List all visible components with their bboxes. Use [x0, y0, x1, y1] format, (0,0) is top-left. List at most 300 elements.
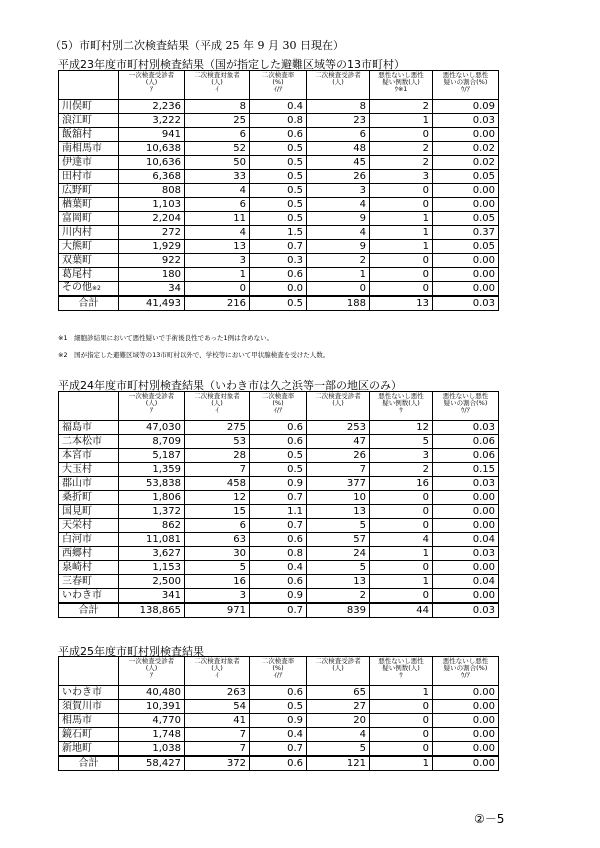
- value-cell: 0.00: [433, 589, 499, 604]
- column-header-line2: (人): [332, 664, 344, 672]
- value-cell: 0.05: [433, 240, 499, 254]
- value-cell: 65: [307, 686, 370, 700]
- value-cell: 1: [370, 240, 433, 254]
- value-cell: 0.7: [250, 742, 307, 757]
- total-value-cell: 188: [307, 296, 370, 311]
- value-cell: 4: [185, 184, 250, 198]
- value-cell: 341: [119, 589, 185, 604]
- table-row: [59, 268, 499, 282]
- column-header: [250, 71, 307, 100]
- column-header-line3: ｳ/ｱ: [461, 85, 470, 93]
- value-cell: 1,103: [119, 198, 185, 212]
- total-value-cell: 971: [185, 603, 250, 618]
- municipality-name: 葛尾村: [62, 268, 92, 280]
- value-cell: 1: [370, 547, 433, 561]
- value-cell: 0: [370, 505, 433, 519]
- value-cell: 1,929: [119, 240, 185, 254]
- table-row: [59, 184, 499, 198]
- section-2-table: [58, 391, 499, 618]
- municipality-name: 伊達市: [62, 156, 92, 168]
- table-row: [59, 728, 499, 742]
- column-header-line2: (人): [211, 399, 223, 407]
- value-cell: 3,222: [119, 114, 185, 128]
- table-row: [59, 100, 499, 114]
- header-blank-cell: [59, 71, 119, 100]
- column-header-line1: 二次検査率: [261, 71, 295, 79]
- value-cell: 1: [370, 114, 433, 128]
- value-cell: 4: [370, 533, 433, 547]
- value-cell: 1,748: [119, 728, 185, 742]
- value-cell: 0: [370, 184, 433, 198]
- value-cell: 5: [185, 561, 250, 575]
- value-cell: 0.00: [433, 561, 499, 575]
- value-cell: 41: [185, 714, 250, 728]
- table-row: [59, 128, 499, 142]
- value-cell: 0.6: [250, 128, 307, 142]
- value-cell: 16: [185, 575, 250, 589]
- section-1-table: [58, 70, 499, 311]
- column-header-line1: 一次検査受診者: [128, 392, 175, 400]
- total-value-cell: 0.5: [250, 296, 307, 311]
- value-cell: 1,038: [119, 742, 185, 757]
- table-row: [59, 463, 499, 477]
- header-blank-cell: [59, 657, 119, 686]
- value-cell: 0.37: [433, 226, 499, 240]
- municipality-cell: [59, 700, 119, 714]
- value-cell: 2,500: [119, 575, 185, 589]
- total-value-cell: 0.03: [433, 603, 499, 618]
- value-cell: 6: [185, 128, 250, 142]
- column-header-line2: (人): [211, 78, 223, 86]
- section-3-title: 平成25年度市町村別検査結果: [58, 645, 204, 658]
- table-row: [59, 742, 499, 757]
- municipality-cell: [59, 686, 119, 700]
- total-value-cell: 0.7: [250, 603, 307, 618]
- value-cell: 0.7: [250, 491, 307, 505]
- value-cell: 4: [307, 226, 370, 240]
- value-cell: 57: [307, 533, 370, 547]
- table-row: [59, 547, 499, 561]
- value-cell: 0.5: [250, 184, 307, 198]
- value-cell: 377: [307, 477, 370, 491]
- column-header-line1: 二次検査率: [261, 392, 295, 400]
- column-header-line1: 二次検査率: [261, 657, 295, 665]
- table-row: [59, 435, 499, 449]
- municipality-name: 楢葉町: [62, 198, 92, 210]
- value-cell: 922: [119, 254, 185, 268]
- value-cell: 0: [370, 519, 433, 533]
- value-cell: 0.6: [250, 686, 307, 700]
- value-cell: 2: [307, 254, 370, 268]
- value-cell: 13: [307, 505, 370, 519]
- column-header: [185, 657, 250, 686]
- column-header-line2: 疑い例数(人): [382, 664, 420, 672]
- value-cell: 0.04: [433, 533, 499, 547]
- table-row: [59, 575, 499, 589]
- value-cell: 54: [185, 700, 250, 714]
- column-header-line3: ｱ: [149, 671, 154, 679]
- municipality-cell: [59, 128, 119, 142]
- column-header: [119, 71, 185, 100]
- value-cell: 0.5: [250, 212, 307, 226]
- footnote-2: ※2 国が指定した避難区域等の13市町村以外で、学校等において甲状腺検査を受けた人数。: [58, 351, 330, 359]
- table-row: [59, 226, 499, 240]
- value-cell: 0.05: [433, 170, 499, 184]
- value-cell: 0.5: [250, 700, 307, 714]
- total-value-cell: 0.6: [250, 756, 307, 771]
- municipality-name: 二本松市: [62, 435, 102, 447]
- value-cell: 53,838: [119, 477, 185, 491]
- table-row: [59, 212, 499, 226]
- value-cell: 0: [370, 728, 433, 742]
- municipality-name: 須賀川市: [62, 700, 102, 712]
- municipality-cell: [59, 226, 119, 240]
- table-header-row: [59, 657, 499, 686]
- value-cell: 10: [307, 491, 370, 505]
- value-cell: 34: [119, 282, 185, 297]
- municipality-cell: [59, 742, 119, 757]
- municipality-name: 浪江町: [62, 114, 92, 126]
- column-header-line2: 疑い例数(人): [382, 78, 420, 86]
- table-row: [59, 491, 499, 505]
- value-cell: 20: [307, 714, 370, 728]
- table-row: [59, 198, 499, 212]
- value-cell: 0.6: [250, 268, 307, 282]
- page-number: ②－5: [474, 812, 505, 826]
- table-row: [59, 589, 499, 604]
- value-cell: 0.5: [250, 142, 307, 156]
- value-cell: 0.03: [433, 477, 499, 491]
- total-value-cell: 372: [185, 756, 250, 771]
- value-cell: 272: [119, 226, 185, 240]
- column-header-line2: (人): [332, 399, 344, 407]
- value-cell: 0.00: [433, 184, 499, 198]
- column-header-line2: 疑いの割合(%): [443, 78, 488, 86]
- value-cell: 13: [185, 240, 250, 254]
- value-cell: 24: [307, 547, 370, 561]
- value-cell: 10,638: [119, 142, 185, 156]
- column-header-line3: ｲ: [215, 85, 219, 93]
- municipality-name: 天栄村: [62, 519, 92, 531]
- header-blank-cell: [59, 392, 119, 421]
- municipality-cell: [59, 714, 119, 728]
- column-header: [370, 392, 433, 421]
- column-header-line1: 一次検査受診者: [128, 71, 175, 79]
- value-cell: 5: [307, 519, 370, 533]
- value-cell: 0.00: [433, 700, 499, 714]
- column-header: [250, 392, 307, 421]
- value-cell: 0: [307, 282, 370, 297]
- column-header: [307, 657, 370, 686]
- municipality-cell: [59, 156, 119, 170]
- column-header: [185, 392, 250, 421]
- value-cell: 28: [185, 449, 250, 463]
- value-cell: 941: [119, 128, 185, 142]
- column-header: [119, 657, 185, 686]
- value-cell: 4: [307, 728, 370, 742]
- municipality-cell: [59, 421, 119, 435]
- page-heading: （5）市町村別二次検査結果（平成 25 年 9 月 30 日現在）: [50, 39, 344, 52]
- municipality-cell: [59, 533, 119, 547]
- value-cell: 0.15: [433, 463, 499, 477]
- value-cell: 0.00: [433, 491, 499, 505]
- value-cell: 0: [370, 254, 433, 268]
- value-cell: 0.4: [250, 728, 307, 742]
- value-cell: 23: [307, 114, 370, 128]
- total-row: [59, 603, 499, 618]
- value-cell: 0.5: [250, 170, 307, 184]
- total-value-cell: 121: [307, 756, 370, 771]
- municipality-name: 双葉町: [62, 254, 92, 266]
- municipality-cell: [59, 435, 119, 449]
- municipality-cell: [59, 728, 119, 742]
- table-row: [59, 561, 499, 575]
- municipality-name: いわき市: [62, 589, 102, 601]
- column-header-line1: 悪性ないし悪性: [442, 657, 489, 665]
- value-cell: 8: [307, 100, 370, 114]
- table-row: [59, 700, 499, 714]
- value-cell: 0.02: [433, 156, 499, 170]
- total-value-cell: 58,427: [119, 756, 185, 771]
- value-cell: 6: [185, 519, 250, 533]
- value-cell: 4: [185, 226, 250, 240]
- value-cell: 0.5: [250, 463, 307, 477]
- column-header-line3: ｲ: [215, 406, 219, 414]
- value-cell: 2: [370, 156, 433, 170]
- municipality-cell: [59, 142, 119, 156]
- table-row: [59, 686, 499, 700]
- municipality-cell: [59, 100, 119, 114]
- column-header-line1: 二次検査受診者: [315, 71, 361, 79]
- column-header: [185, 71, 250, 100]
- value-cell: 0.4: [250, 561, 307, 575]
- municipality-cell: [59, 268, 119, 282]
- total-value-cell: 216: [185, 296, 250, 311]
- total-label: 合計: [59, 296, 119, 311]
- value-cell: 0.6: [250, 421, 307, 435]
- value-cell: 47,030: [119, 421, 185, 435]
- municipality-name: 川俣町: [62, 100, 92, 112]
- value-cell: 50: [185, 156, 250, 170]
- municipality-name: 泉崎村: [62, 561, 92, 573]
- municipality-name: 広野町: [62, 184, 92, 196]
- total-label: 合計: [59, 603, 119, 618]
- column-header-line3: ｳ※1: [394, 85, 408, 93]
- total-value-cell: 41,493: [119, 296, 185, 311]
- section-2-title: 平成24年度市町村別検査結果（いわき市は久之浜等一部の地区のみ）: [58, 379, 402, 392]
- municipality-name: 川内村: [62, 226, 92, 238]
- value-cell: 48: [307, 142, 370, 156]
- value-cell: 7: [307, 463, 370, 477]
- table-header-row: [59, 71, 499, 100]
- column-header: [433, 657, 499, 686]
- value-cell: 3: [370, 449, 433, 463]
- column-header-line3: ｲ/ｱ: [273, 85, 283, 93]
- value-cell: 63: [185, 533, 250, 547]
- value-cell: 7: [185, 742, 250, 757]
- value-cell: 0.3: [250, 254, 307, 268]
- value-cell: 1,372: [119, 505, 185, 519]
- value-cell: 0.00: [433, 519, 499, 533]
- column-header-line2: (人): [145, 78, 158, 86]
- value-cell: 0.03: [433, 547, 499, 561]
- column-header-line3: ｲ/ｱ: [273, 406, 283, 414]
- table-row: [59, 170, 499, 184]
- value-cell: 33: [185, 170, 250, 184]
- column-header-line2: 疑い例数(人): [382, 399, 420, 407]
- municipality-cell: [59, 519, 119, 533]
- municipality-cell: [59, 198, 119, 212]
- value-cell: 0.00: [433, 198, 499, 212]
- section-3-table: [58, 656, 499, 771]
- total-value-cell: 1: [370, 756, 433, 771]
- value-cell: 5: [370, 435, 433, 449]
- value-cell: 0: [370, 589, 433, 604]
- total-value-cell: 13: [370, 296, 433, 311]
- value-cell: 1.5: [250, 226, 307, 240]
- value-cell: 0: [370, 742, 433, 757]
- column-header: [370, 657, 433, 686]
- table-row: [59, 421, 499, 435]
- value-cell: 3,627: [119, 547, 185, 561]
- value-cell: 1: [370, 212, 433, 226]
- municipality-name: 桑折町: [62, 491, 92, 503]
- value-cell: 0.7: [250, 519, 307, 533]
- column-header: [307, 392, 370, 421]
- municipality-cell: [59, 561, 119, 575]
- municipality-name: 西郷村: [62, 547, 92, 559]
- value-cell: 0.00: [433, 686, 499, 700]
- municipality-name: 新地町: [62, 742, 92, 754]
- municipality-cell: [59, 477, 119, 491]
- municipality-cell: [59, 114, 119, 128]
- municipality-name: 南相馬市: [62, 142, 102, 154]
- table-row: [59, 505, 499, 519]
- total-value-cell: 839: [307, 603, 370, 618]
- municipality-name: 鏡石町: [62, 728, 92, 740]
- municipality-name: いわき市: [62, 686, 102, 698]
- column-header-line2: (人): [332, 78, 344, 86]
- column-header-line1: 悪性ないし悪性: [442, 392, 489, 400]
- value-cell: 0.04: [433, 575, 499, 589]
- value-cell: 11: [185, 212, 250, 226]
- value-cell: 1: [370, 686, 433, 700]
- value-cell: 40,480: [119, 686, 185, 700]
- municipality-name: 国見町: [62, 505, 92, 517]
- value-cell: 0: [370, 561, 433, 575]
- value-cell: 6,368: [119, 170, 185, 184]
- municipality-cell: [59, 170, 119, 184]
- table-row: [59, 519, 499, 533]
- total-row: [59, 296, 499, 311]
- column-header-line1: 悪性ないし悪性: [378, 71, 424, 79]
- value-cell: 12: [185, 491, 250, 505]
- total-row: [59, 756, 499, 771]
- value-cell: 1,153: [119, 561, 185, 575]
- column-header-line1: 悪性ないし悪性: [378, 392, 424, 400]
- value-cell: 0: [370, 282, 433, 297]
- value-cell: 0.06: [433, 435, 499, 449]
- value-cell: 253: [307, 421, 370, 435]
- value-cell: 0.00: [433, 728, 499, 742]
- footnote-mark: ※2: [92, 285, 101, 292]
- value-cell: 2: [370, 463, 433, 477]
- value-cell: 9: [307, 240, 370, 254]
- table-row: [59, 533, 499, 547]
- municipality-cell: [59, 449, 119, 463]
- value-cell: 0.4: [250, 100, 307, 114]
- value-cell: 1: [185, 268, 250, 282]
- value-cell: 0.7: [250, 240, 307, 254]
- municipality-cell: [59, 491, 119, 505]
- value-cell: 0: [370, 268, 433, 282]
- column-header-line3: ｱ: [149, 406, 154, 414]
- value-cell: 0.5: [250, 156, 307, 170]
- section-1-title: 平成23年度市町村別検査結果（国が指定した避難区域等の13市町村）: [58, 58, 405, 71]
- value-cell: 5: [307, 742, 370, 757]
- municipality-cell: [59, 505, 119, 519]
- municipality-name: 白河市: [62, 533, 92, 545]
- municipality-name: 郡山市: [62, 477, 92, 489]
- value-cell: 9: [307, 212, 370, 226]
- value-cell: 10,636: [119, 156, 185, 170]
- table-row: [59, 114, 499, 128]
- municipality-name: 大玉村: [62, 463, 92, 475]
- value-cell: 6: [307, 128, 370, 142]
- value-cell: 25: [185, 114, 250, 128]
- value-cell: 3: [185, 589, 250, 604]
- column-header: [433, 71, 499, 100]
- total-value-cell: 0.03: [433, 296, 499, 311]
- municipality-cell: [59, 240, 119, 254]
- value-cell: 862: [119, 519, 185, 533]
- municipality-name: 三春町: [62, 575, 92, 587]
- table-row: [59, 477, 499, 491]
- value-cell: 0.9: [250, 589, 307, 604]
- column-header-line1: 悪性ないし悪性: [442, 71, 489, 79]
- value-cell: 11,081: [119, 533, 185, 547]
- value-cell: 2,204: [119, 212, 185, 226]
- column-header-line2: (人): [145, 399, 158, 407]
- value-cell: 1: [370, 226, 433, 240]
- value-cell: 275: [185, 421, 250, 435]
- value-cell: 1: [370, 575, 433, 589]
- column-header-line1: 二次検査対象者: [194, 657, 240, 665]
- value-cell: 6: [185, 198, 250, 212]
- table-row: [59, 449, 499, 463]
- value-cell: 30: [185, 547, 250, 561]
- footnote-1: ※1 細胞診結果において悪性疑いで手術後良性であった1例は含めない。: [58, 334, 274, 342]
- column-header-line2: (人): [211, 664, 223, 672]
- municipality-cell: [59, 212, 119, 226]
- value-cell: 52: [185, 142, 250, 156]
- municipality-cell: [59, 547, 119, 561]
- value-cell: 0: [370, 700, 433, 714]
- value-cell: 27: [307, 700, 370, 714]
- total-value-cell: 138,865: [119, 603, 185, 618]
- municipality-cell: [59, 254, 119, 268]
- column-header-line1: 二次検査対象者: [194, 71, 240, 79]
- column-header-line1: 悪性ないし悪性: [378, 657, 424, 665]
- table-row: [59, 282, 499, 297]
- value-cell: 1,806: [119, 491, 185, 505]
- value-cell: 263: [185, 686, 250, 700]
- municipality-name: 相馬市: [62, 714, 92, 726]
- value-cell: 0.6: [250, 533, 307, 547]
- value-cell: 808: [119, 184, 185, 198]
- value-cell: 3: [185, 254, 250, 268]
- total-value-cell: 0.00: [433, 756, 499, 771]
